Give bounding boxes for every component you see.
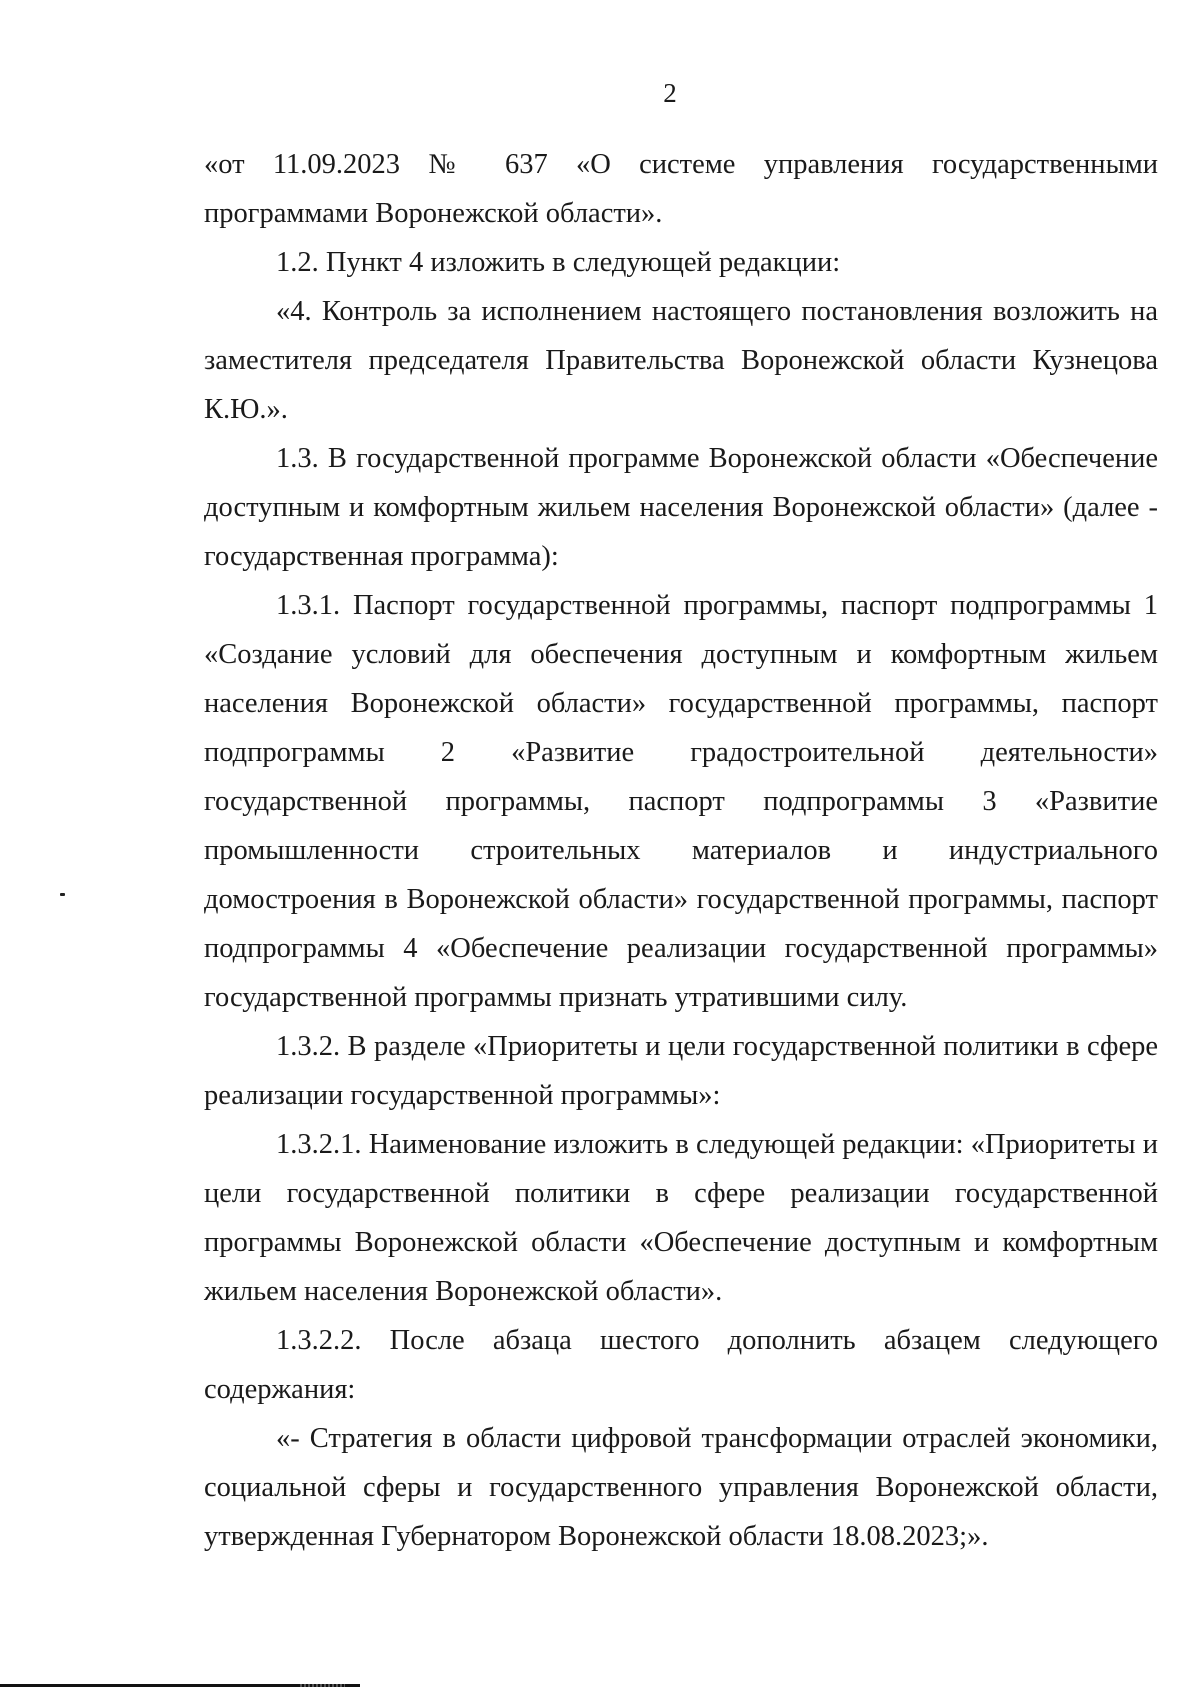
paragraph-1-3-2: 1.3.2. В разделе «Приоритеты и цели государственной политики в сфере реализации государственной программы»: xyxy=(204,1031,1158,1111)
paragraph-1-2: 1.2. Пункт 4 изложить в следующей редакции: xyxy=(276,247,841,278)
document-body xyxy=(204,140,1158,1561)
paragraph-quote-4: «4. Контроль за исполнением настоящего постановления возложить на заместителя председателя Правительства Воронежской области Кузнецова К.Ю.». xyxy=(204,296,1158,425)
bottom-rule-dotted xyxy=(300,1684,345,1687)
scan-speck xyxy=(60,893,65,896)
paragraph-continuation: «от 11.09.2023 № 637 «О системе управления государственными программами Воронежской области». xyxy=(204,149,1158,229)
paragraph-1-3-2-2: 1.3.2.2. После абзаца шестого дополнить абзацем следующего содержания: xyxy=(204,1325,1158,1405)
page-number: 2 xyxy=(663,78,677,108)
paragraph-quote-strategy: «- Стратегия в области цифровой трансформации отраслей экономики, социальной сферы и государственного управления Воронежской области, утвержденная Губернатором Воронежской области 18.08.2023;». xyxy=(204,1423,1158,1552)
paragraph-1-3: 1.3. В государственной программе Воронежской области «Обеспечение доступным и комфортным жильем населения Воронежской области» (далее - государственная программа): xyxy=(204,443,1158,572)
paragraph-1-3-2-1: 1.3.2.1. Наименование изложить в следующей редакции: «Приоритеты и цели государственной политики в сфере реализации государственной программы Воронежской области «Обеспечение доступным и комфортным жильем населения Воронежской области». xyxy=(204,1129,1158,1307)
paragraph-1-3-1: 1.3.1. Паспорт государственной программы, паспорт подпрограммы 1 «Создание условий для обеспечения доступным и комфортным жильем населения Воронежской области» государственной программы, паспорт подпрограммы 2 «Развитие градостроительной деятельности» государственной программы, паспорт подпрограммы 3 «Развитие промышленности строительных материалов и индустриального домостроения в Воронежской области» государственной программы, паспорт подпрограммы 4 «Обеспечение реализации государственной программы» государственной программы признать утратившими силу. xyxy=(204,590,1158,1013)
